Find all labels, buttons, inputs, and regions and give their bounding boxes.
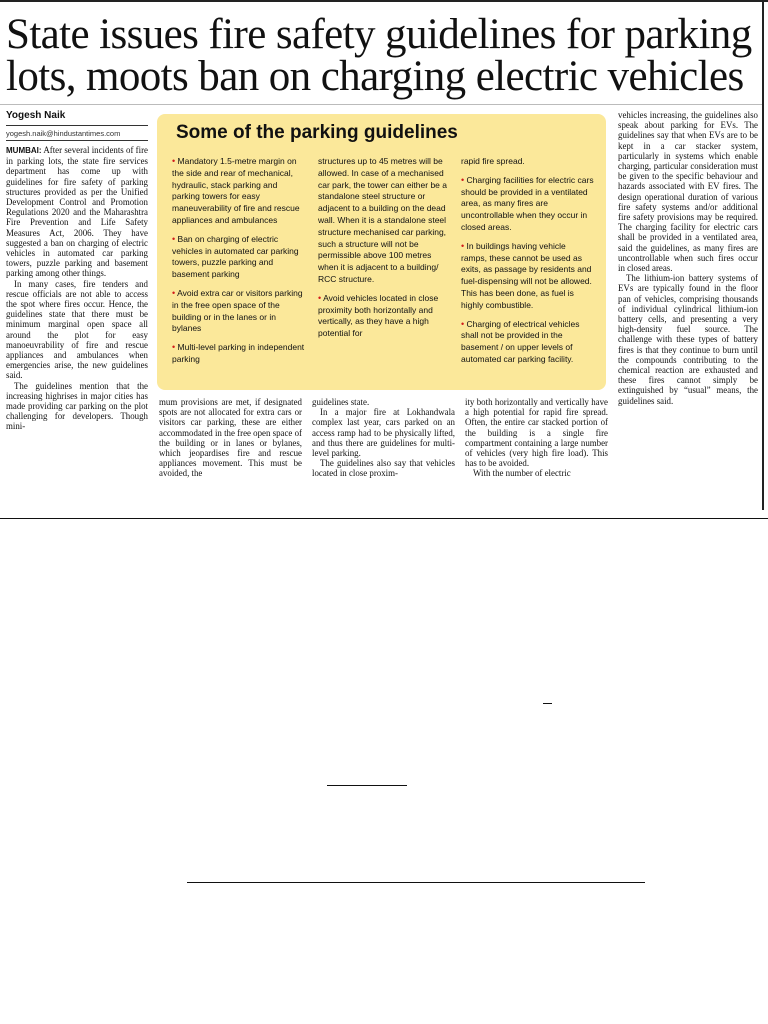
guidelines-box-title: Some of the parking guidelines <box>176 122 458 143</box>
guideline-item: • Avoid extra car or visitors parking in the free open space of the building or in the lanes or in bylanes <box>172 287 303 334</box>
headline-divider <box>0 104 762 105</box>
article-column-3 <box>312 397 455 479</box>
underline-mark <box>327 785 407 786</box>
guideline-item: • Ban on charging of electric vehicles in automated car parking towers, puzzle parking and basement parking <box>172 233 299 280</box>
article-column-1 <box>6 145 148 432</box>
guideline-item: • Avoid vehicles located in close proximity both horizontally and vertically, as they have a high potential for <box>318 292 439 339</box>
article-paragraph: In a major fire at Lokhandwala complex last year, cars parked on an access ramp had to be physically lifted, and thus there are guidelines for multi-level parking. <box>312 407 455 459</box>
bullet-icon: • <box>461 240 465 251</box>
byline: Yogesh Naik <box>6 110 66 121</box>
article-paragraph: guidelines state. <box>312 397 370 407</box>
article-paragraph: With the number of electric <box>473 468 571 479</box>
article-paragraph: vehicles increasing, the guidelines also speak about parking for EVs. The guidelines say that when EVs are to be kept in a car stacker system, particularly in systems which enable charging, particular consideration must be given to the specific behaviour and hazards associated with EV fires. The design operational duration of various fire safety systems and/or additional fire safety provisions may be required. The charging facility for electric cars shall be provided in a ventilated area, said the guidelines, as many fires are uncontrollable when such fires occur in closed areas. <box>618 110 758 274</box>
top-border <box>0 0 768 2</box>
guideline-item: structures up to 45 metres will be allowed. In case of a mechanised car park, the tower can either be a standalone steel structure or adjacent to a building on the dead wall. When it is a standalone steel structure mechanised car parking, such a structure will not be permissible above 100 metres when it is adjacent to a building/ RCC structure. <box>318 156 447 284</box>
guideline-item: • Charging of electrical vehicles shall not be provided in the basement / on upper levels of automated car parking facility. <box>461 318 580 364</box>
bullet-icon: • <box>172 156 176 166</box>
article-paragraph: The guidelines also say that vehicles located in close proxim- <box>312 458 455 479</box>
guideline-item: • In buildings having vehicle ramps, these cannot be used as exits, as passage by residents and fuel-dispensing will not be allowed. This has been done, as fuel is highly combustible. <box>461 240 592 310</box>
bullet-icon: • <box>172 233 176 244</box>
long-underline-mark <box>187 882 645 883</box>
article-paragraph: mum provisions are met, if designated spots are not allocated for extra cars or visitors car parking, these are either accommodated in the free open space of the building or in lanes or bylanes, which jeopardises fire and rescue appliances movement. This must be avoided, the <box>159 397 302 479</box>
article-paragraph: MUMBAI: After several incidents of fire in parking lots, the state fire services department has come up with guidelines for fire safety of parking structures provided as per the Unified Development Control and Promotion Regulations 2020 and the Maharashtra Fire Prevention and Life Safety Measures Act, 2006. They have suggested a ban on charging of electric vehicles in automated car parking towers, puzzle parking and basement parking among other things. <box>6 145 148 279</box>
article-paragraph: ity both horizontally and vertically have a high potential for rapid fire spread. Often, the entire car stacked portion of the building is a single fire compartment containing a large number of vehicles (very high fire load). This has to be avoided. <box>465 397 608 469</box>
bullet-icon: • <box>461 318 465 329</box>
article-paragraph: In many cases, fire tenders and rescue officials are not able to access the spot where fires occur. Hence, the guidelines state that there must be minimum marginal open space all around the plot for easy manoeuvrability of fire and rescue appliances and ambulances when emergencies arise, the new guidelines said. <box>6 278 148 381</box>
article-column-5 <box>618 110 758 406</box>
article-column-4 <box>465 397 608 479</box>
guidelines-column-3 <box>461 156 594 373</box>
dash-mark <box>543 703 552 704</box>
author-email: yogesh.naik@hindustantimes.com <box>6 129 121 138</box>
byline-rule <box>6 125 148 126</box>
guideline-item: • Charging facilities for electric cars should be provided in a ventilated area, as many fires are uncontrollable when they occur in closed areas. <box>461 174 594 232</box>
guideline-item: • Mandatory 1.5-metre margin on the side and rear of mechanical, hydraulic, stack parking and parking towers for easy maneuverability of fire and rescue appliances and ambulances <box>172 156 300 225</box>
clipping-bottom-rule <box>0 518 768 519</box>
bullet-icon: • <box>172 287 176 298</box>
article-paragraph: The lithium-ion battery systems of EVs are typically found in the floor pan of vehicles, comprising thousands of individual cylindrical lithium-ion battery cells, and presenting a very high-density fuel source. The challenge with these types of battery fires is that they continue to burn until the compounds contributing to the chemical reaction are exhausted and these fires cannot simply be extinguished by “usual” means, the guidelines said. <box>618 273 758 406</box>
dateline: MUMBAI: <box>6 146 42 155</box>
guidelines-column-2 <box>318 156 450 347</box>
right-edge-rule <box>762 0 764 510</box>
email-rule <box>6 140 148 141</box>
guidelines-column-1 <box>172 156 307 373</box>
bullet-icon: • <box>172 342 176 353</box>
article-paragraph: The guidelines mention that the increasing highrises in major cities has made providing car parking on the plot challenging for developers. Though mini- <box>6 380 148 432</box>
headline: State issues fire safety guidelines for parking lots, moots ban on charging electric vehicles <box>6 11 752 100</box>
guideline-item: • Multi-level parking in independent parking <box>172 342 305 364</box>
bullet-icon: • <box>318 292 322 303</box>
bullet-icon: • <box>461 174 465 185</box>
article-column-2 <box>159 397 302 479</box>
guideline-item: rapid fire spread. <box>461 156 525 166</box>
